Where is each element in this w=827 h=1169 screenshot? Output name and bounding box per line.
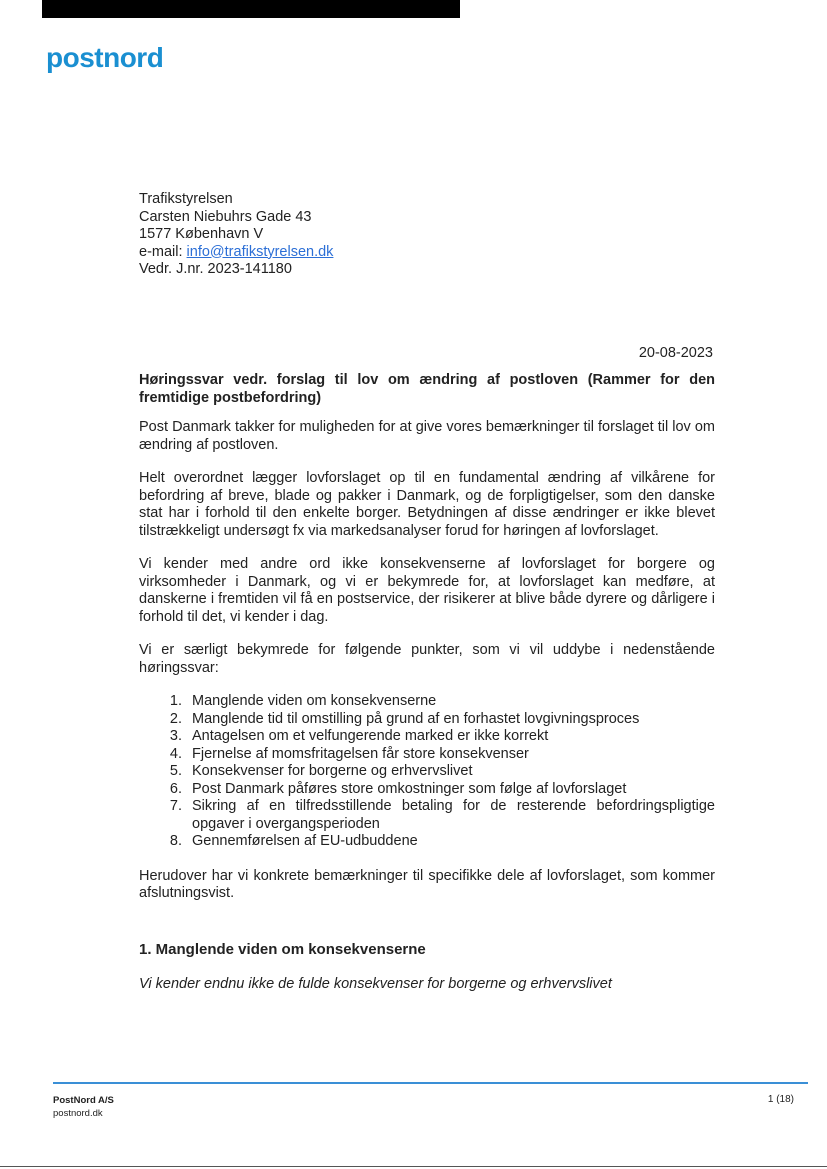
list-item-text: Manglende tid til omstilling på grund af en forhastet lovgivningsproces [192, 710, 640, 727]
footer-website: postnord.dk [53, 1108, 103, 1119]
paragraph-concerns: Vi er særligt bekymrede for følgende punkter, som vi vil uddybe i nedenstående høringssvar: [139, 642, 715, 676]
recipient-street: Carsten Niebuhrs Gade 43 [139, 208, 312, 225]
list-item-number: 7. [169, 798, 182, 814]
email-label: e-mail: [139, 243, 187, 260]
list-item-number: 8. [169, 833, 182, 849]
footer-company: PostNord A/S [53, 1095, 114, 1106]
email-link[interactable]: info@trafikstyrelsen.dk [186, 243, 334, 260]
reference-number: Vedr. J.nr. 2023-141180 [139, 261, 292, 277]
list-item [139, 711, 715, 729]
footer-divider [53, 1082, 808, 1084]
list-item-number: 3. [169, 728, 182, 744]
paragraph-intro: Post Danmark takker for muligheden for at give vores bemærkninger til forslaget til lov om ændring af postloven. [139, 419, 715, 453]
list-item-number: 6. [169, 780, 182, 797]
letter-body [139, 372, 715, 1010]
list-item [139, 693, 715, 711]
subject-heading: Høringssvar vedr. forslag til lov om ændring af postloven (Rammer for den fremtidige postbefordring) [139, 372, 715, 406]
recipient-city: 1577 København V [139, 226, 264, 242]
list-item-text: Konsekvenser for borgerne og erhvervslivet [192, 763, 473, 779]
recipient-name: Trafikstyrelsen [139, 191, 233, 207]
list-item-text: Manglende viden om konsekvenserne [192, 693, 437, 709]
recipient-email-line [139, 244, 333, 262]
list-item-text: Post Danmark påføres store omkostninger som følge af lovforslaget [192, 780, 627, 797]
list-item-number: 4. [169, 745, 182, 762]
list-item [139, 763, 715, 781]
recipient-address [139, 191, 333, 279]
list-item-number: 5. [169, 763, 182, 779]
postnord-logo: postnord [46, 42, 164, 73]
list-item-number: 1. [169, 693, 182, 709]
list-item [139, 833, 715, 851]
paragraph-consequences: Vi kender med andre ord ikke konsekvenserne af lovforslaget for borgere og virksomheder i Danmark, og vi er bekymrede for, at lovforslaget kan medføre, at danskerne i fremtiden vil få en postservice, der risikerer at blive både dyrere og dårligere i forhold til det, vi kender i dag. [139, 556, 715, 625]
concern-list [139, 693, 715, 851]
list-item-text: Antagelsen om et velfungerende marked er ikke korrekt [192, 728, 549, 744]
paragraph-closing: Herudover har vi konkrete bemærkninger til specifikke dele af lovforslaget, som kommer afslutningsvist. [139, 867, 715, 901]
section-heading: 1. Manglende viden om konsekvenserne [139, 940, 426, 958]
list-item-text: Sikring af en tilfredsstillende betaling for de resterende befordringspligtige opgaver i overgangsperioden [192, 798, 715, 832]
page-edge-divider [0, 1166, 827, 1167]
list-item-text: Gennemførelsen af EU-udbuddene [192, 833, 418, 849]
list-item [139, 781, 715, 799]
paragraph-overview: Helt overordnet lægger lovforslaget op til en fundamental ændring af vilkårene for befordring af breve, blade og pakker i Danmark, og de forpligtigelser, som den danske stat har i forhold til den enkelte borger. Betydningen af disse ændringer er ikke blevet tilstrækkeligt undersøgt fx via markedsanalyser forud for høringen af lovforslaget. [139, 470, 715, 539]
list-item [139, 728, 715, 746]
list-item-number: 2. [169, 710, 182, 727]
section-subheading: Vi kender endnu ikke de fulde konsekvenser for borgerne og erhvervslivet [139, 976, 612, 992]
redaction-bar [42, 0, 460, 18]
page-number: 1 (18) [767, 1094, 794, 1105]
list-item [139, 746, 715, 764]
list-item [139, 798, 715, 833]
letter-date: 20-08-2023 [638, 345, 713, 361]
list-item-text: Fjernelse af momsfritagelsen får store konsekvenser [192, 745, 529, 762]
